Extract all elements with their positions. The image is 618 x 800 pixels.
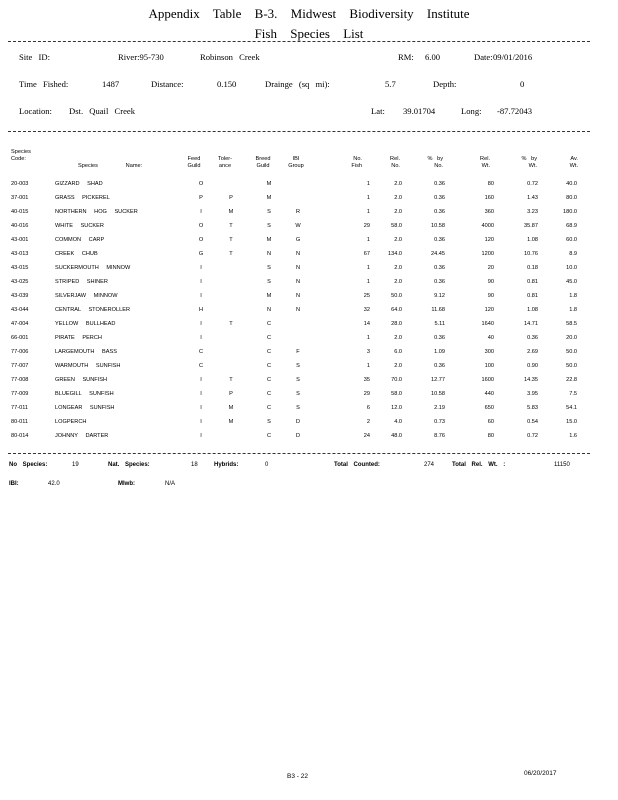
breed-guild: C xyxy=(266,377,272,383)
ibi-group: F xyxy=(296,349,300,355)
species-name: JOHNNY DARTER xyxy=(55,433,109,439)
ibi-group: S xyxy=(296,391,300,397)
ibi-group: D xyxy=(295,419,301,425)
pct-by-no: 0.36 xyxy=(434,279,445,285)
table-row xyxy=(0,321,618,333)
species-code: 47-004 xyxy=(11,321,29,327)
ibi-group: N xyxy=(295,279,301,285)
pct-by-wt: 0.36 xyxy=(527,335,538,341)
hybrids-label: Hybrids: xyxy=(214,462,239,468)
av-wt: 22.8 xyxy=(566,377,577,383)
breed-guild: C xyxy=(266,433,272,439)
miwb-label: MIwb: xyxy=(118,481,135,487)
breed-guild: S xyxy=(267,265,271,271)
species-code: 43-013 xyxy=(11,251,29,257)
feed-guild: P xyxy=(199,195,203,201)
feed-guild: I xyxy=(200,419,202,425)
rel-no: 58.0 xyxy=(391,223,402,229)
table-row xyxy=(0,307,618,319)
site-id-label: Site ID: xyxy=(19,52,50,62)
print-date: 06/20/2017 xyxy=(524,770,557,777)
species-name: WARMOUTH SUNFISH xyxy=(55,363,121,369)
location-value: Dst. Quail Creek xyxy=(69,106,135,116)
no-fish: 1 xyxy=(366,265,370,271)
table-row xyxy=(0,433,618,445)
rel-wt: 300 xyxy=(484,349,494,355)
table-row xyxy=(0,293,618,305)
table-row xyxy=(0,251,618,263)
no-fish: 1 xyxy=(366,279,370,285)
rel-no: 50.0 xyxy=(391,293,402,299)
feed-guild: O xyxy=(198,223,204,229)
species-name: CENTRAL STONEROLLER xyxy=(55,307,131,313)
tolerance: T xyxy=(229,321,233,327)
breed-guild: C xyxy=(266,363,272,369)
total-counted-label: Total Counted: xyxy=(334,462,380,468)
pct-by-no: 1.09 xyxy=(434,349,445,355)
pct-by-no: 24.45 xyxy=(431,251,445,257)
no-fish: 3 xyxy=(366,349,370,355)
rel-wt: 80 xyxy=(487,181,494,187)
rel-no: 58.0 xyxy=(391,391,402,397)
feed-guild: C xyxy=(198,363,204,369)
breed-guild: C xyxy=(266,349,272,355)
col-header-relno: Rel. No. xyxy=(390,156,400,169)
rel-no: 2.0 xyxy=(394,363,402,369)
rel-no: 12.0 xyxy=(391,405,402,411)
rel-wt: 40 xyxy=(487,335,494,341)
ibi-label: IBI: xyxy=(9,481,19,487)
breed-guild: S xyxy=(267,223,271,229)
species-code: 40-015 xyxy=(11,209,29,215)
col-header-pctwt: % by Wt. xyxy=(521,156,537,169)
table-row xyxy=(0,265,618,277)
pct-by-wt: 1.08 xyxy=(527,307,538,313)
no-fish: 29 xyxy=(363,223,370,229)
species-name: LONGEAR SUNFISH xyxy=(55,405,115,411)
drainage-label: Drainge (sq mi): xyxy=(265,79,330,89)
no-fish: 1 xyxy=(366,237,370,243)
av-wt: 40.0 xyxy=(566,181,577,187)
table-row xyxy=(0,377,618,389)
pct-by-no: 12.77 xyxy=(431,377,445,383)
rel-wt: 1200 xyxy=(481,251,494,257)
rel-no: 48.0 xyxy=(391,433,402,439)
feed-guild: H xyxy=(198,307,204,313)
site-info-divider xyxy=(8,131,590,132)
total-rel-wt-value: 11150 xyxy=(554,462,570,468)
av-wt: 10.0 xyxy=(566,265,577,271)
total-rel-wt-label: Total Rel. Wt. : xyxy=(452,462,506,468)
species-code: 77-006 xyxy=(11,349,29,355)
av-wt: 54.1 xyxy=(566,405,577,411)
av-wt: 15.0 xyxy=(566,419,577,425)
pct-by-wt: 1.08 xyxy=(527,237,538,243)
species-name: SUCKERMOUTH MINNOW xyxy=(55,265,131,271)
pct-by-wt: 1.43 xyxy=(527,195,538,201)
av-wt: 1.8 xyxy=(569,307,577,313)
no-fish: 1 xyxy=(366,209,370,215)
rel-no: 2.0 xyxy=(394,279,402,285)
no-species-value: 19 xyxy=(72,462,79,468)
rel-no: 70.0 xyxy=(391,377,402,383)
rel-wt: 80 xyxy=(487,433,494,439)
distance-label: Distance: xyxy=(151,79,184,89)
pct-by-wt: 0.54 xyxy=(527,419,538,425)
rel-wt: 20 xyxy=(487,265,494,271)
col-header-code: Species Code: xyxy=(11,149,31,162)
stream-name: Robinson Creek xyxy=(200,52,260,62)
pct-by-wt: 0.81 xyxy=(527,279,538,285)
report-subtitle: Fish Species List xyxy=(254,26,364,41)
species-name: PIRATE PERCH xyxy=(55,335,102,341)
breed-guild: M xyxy=(266,237,272,243)
tolerance: M xyxy=(228,405,234,411)
tolerance: T xyxy=(229,223,233,229)
nat-species-label: Nat. Species: xyxy=(108,462,150,468)
feed-guild: I xyxy=(200,377,202,383)
rel-no: 2.0 xyxy=(394,335,402,341)
miwb-value: N/A xyxy=(165,481,176,487)
rel-wt: 60 xyxy=(487,419,494,425)
long-label: Long: xyxy=(461,106,482,116)
pct-by-no: 0.36 xyxy=(434,237,445,243)
no-fish: 2 xyxy=(366,419,370,425)
feed-guild: I xyxy=(200,335,202,341)
feed-guild: I xyxy=(200,433,202,439)
rel-wt: 100 xyxy=(484,363,494,369)
table-row xyxy=(0,363,618,375)
breed-guild: C xyxy=(266,391,272,397)
col-header-tolerance: Toler- ance xyxy=(218,156,232,169)
species-code: 77-011 xyxy=(11,405,29,411)
pct-by-wt: 2.69 xyxy=(527,349,538,355)
av-wt: 1.8 xyxy=(569,293,577,299)
tolerance: M xyxy=(228,209,234,215)
pct-by-wt: 3.23 xyxy=(527,209,538,215)
ibi-value: 42.0 xyxy=(48,481,60,487)
breed-guild: N xyxy=(266,251,272,257)
rel-wt: 4000 xyxy=(481,223,494,229)
table-row xyxy=(0,349,618,361)
species-name: CREEK CHUB xyxy=(55,251,98,257)
no-fish: 1 xyxy=(366,335,370,341)
ibi-group: R xyxy=(295,209,301,215)
tolerance: M xyxy=(228,419,234,425)
av-wt: 7.5 xyxy=(569,391,577,397)
feed-guild: I xyxy=(200,321,202,327)
av-wt: 8.9 xyxy=(569,251,577,257)
tolerance: P xyxy=(229,195,233,201)
hybrids-value: 0 xyxy=(265,462,269,468)
rel-no: 2.0 xyxy=(394,265,402,271)
lat-label: Lat: xyxy=(371,106,385,116)
table-row xyxy=(0,391,618,403)
pct-by-wt: 0.18 xyxy=(527,265,538,271)
tolerance: T xyxy=(229,251,233,257)
col-header-name: Species Name: xyxy=(78,163,143,169)
ibi-group: N xyxy=(295,265,301,271)
pct-by-no: 0.73 xyxy=(434,419,445,425)
long-value: -87.72043 xyxy=(497,106,533,116)
rel-wt: 90 xyxy=(487,293,494,299)
species-name: GIZZARD SHAD xyxy=(55,181,103,187)
pct-by-wt: 10.76 xyxy=(524,251,538,257)
tolerance: P xyxy=(229,391,233,397)
page-number: B3 - 22 xyxy=(287,773,308,780)
table-row xyxy=(0,223,618,235)
rel-no: 6.0 xyxy=(394,349,402,355)
rel-wt: 120 xyxy=(484,237,494,243)
pct-by-wt: 0.72 xyxy=(527,433,538,439)
pct-by-no: 0.36 xyxy=(434,335,445,341)
rel-wt: 1640 xyxy=(481,321,494,327)
no-fish: 35 xyxy=(363,377,370,383)
nat-species-value: 18 xyxy=(191,462,198,468)
av-wt: 45.0 xyxy=(566,279,577,285)
col-header-relwt: Rel. Wt. xyxy=(480,156,490,169)
feed-guild: I xyxy=(200,293,202,299)
pct-by-no: 0.36 xyxy=(434,363,445,369)
table-row xyxy=(0,237,618,249)
rel-no: 64.0 xyxy=(391,307,402,313)
species-code: 77-008 xyxy=(11,377,29,383)
feed-guild: I xyxy=(200,209,202,215)
no-fish: 1 xyxy=(366,363,370,369)
time-fished-value: 1487 xyxy=(102,79,120,89)
rel-no: 2.0 xyxy=(394,237,402,243)
no-fish: 1 xyxy=(366,181,370,187)
drainage-value: 5.7 xyxy=(385,79,396,89)
rel-wt: 440 xyxy=(484,391,494,397)
rel-no: 28.0 xyxy=(391,321,402,327)
feed-guild: G xyxy=(198,251,204,257)
species-name: GRASS PICKEREL xyxy=(55,195,110,201)
ibi-group: S xyxy=(296,363,300,369)
av-wt: 68.9 xyxy=(566,223,577,229)
no-fish: 29 xyxy=(363,391,370,397)
av-wt: 1.6 xyxy=(569,433,577,439)
rel-no: 2.0 xyxy=(394,195,402,201)
table-row xyxy=(0,279,618,291)
col-header-pctno: % by No. xyxy=(427,156,443,169)
ibi-group: N xyxy=(295,293,301,299)
species-code: 20-003 xyxy=(11,181,29,187)
species-name: SILVERJAW MINNOW xyxy=(55,293,118,299)
pct-by-no: 0.36 xyxy=(434,195,445,201)
species-name: YELLOW BULLHEAD xyxy=(55,321,116,327)
species-name: LOGPERCH xyxy=(55,419,87,425)
pct-by-no: 10.58 xyxy=(431,223,445,229)
tolerance: T xyxy=(229,237,233,243)
av-wt: 58.5 xyxy=(566,321,577,327)
ibi-group: D xyxy=(295,433,301,439)
total-counted-value: 274 xyxy=(424,462,435,468)
rel-wt: 650 xyxy=(484,405,494,411)
depth-label: Depth: xyxy=(433,79,457,89)
tolerance: T xyxy=(229,377,233,383)
col-header-ibi: IBI Group xyxy=(288,156,304,169)
rm-label: RM: xyxy=(398,52,414,62)
species-code: 43-001 xyxy=(11,237,29,243)
feed-guild: O xyxy=(198,181,204,187)
rel-wt: 160 xyxy=(484,195,494,201)
date-value: 09/01/2016 xyxy=(493,52,533,62)
rel-wt: 90 xyxy=(487,279,494,285)
av-wt: 60.0 xyxy=(566,237,577,243)
rel-no: 4.0 xyxy=(394,419,402,425)
species-code: 43-044 xyxy=(11,307,29,313)
pct-by-wt: 14.35 xyxy=(524,377,538,383)
feed-guild: C xyxy=(198,349,204,355)
table-bottom-divider xyxy=(8,453,590,454)
species-name: LARGEMOUTH BASS xyxy=(55,349,117,355)
no-fish: 6 xyxy=(366,405,370,411)
breed-guild: M xyxy=(266,181,272,187)
pct-by-no: 8.76 xyxy=(434,433,445,439)
table-row xyxy=(0,335,618,347)
pct-by-no: 0.36 xyxy=(434,181,445,187)
table-row xyxy=(0,209,618,221)
no-fish: 24 xyxy=(363,433,370,439)
col-header-fish: No. Fish xyxy=(351,156,362,169)
no-fish: 1 xyxy=(366,195,370,201)
av-wt: 50.0 xyxy=(566,363,577,369)
report-title: Appendix Table B-3. Midwest Biodiversity Institute xyxy=(148,6,470,21)
breed-guild: C xyxy=(266,405,272,411)
ibi-group: S xyxy=(296,377,300,383)
species-code: 77-009 xyxy=(11,391,29,397)
feed-guild: O xyxy=(198,237,204,243)
av-wt: 50.0 xyxy=(566,349,577,355)
pct-by-wt: 14.71 xyxy=(524,321,538,327)
pct-by-wt: 0.81 xyxy=(527,293,538,299)
species-code: 66-001 xyxy=(11,335,29,341)
ibi-group: N xyxy=(295,251,301,257)
pct-by-no: 10.58 xyxy=(431,391,445,397)
species-name: WHITE SUCKER xyxy=(55,223,104,229)
table-row xyxy=(0,181,618,193)
breed-guild: S xyxy=(267,209,271,215)
feed-guild: I xyxy=(200,405,202,411)
av-wt: 80.0 xyxy=(566,195,577,201)
rel-no: 2.0 xyxy=(394,181,402,187)
depth-value: 0 xyxy=(520,79,525,89)
pct-by-no: 0.36 xyxy=(434,209,445,215)
breed-guild: C xyxy=(266,335,272,341)
breed-guild: S xyxy=(267,419,271,425)
species-code: 43-025 xyxy=(11,279,29,285)
pct-by-no: 5.11 xyxy=(434,321,445,327)
breed-guild: N xyxy=(266,307,272,313)
species-name: GREEN SUNFISH xyxy=(55,377,107,383)
table-row xyxy=(0,405,618,417)
species-code: 77-007 xyxy=(11,363,29,369)
no-fish: 14 xyxy=(363,321,370,327)
ibi-group: S xyxy=(296,405,300,411)
species-code: 80-014 xyxy=(11,433,29,439)
lat-value: 39.01704 xyxy=(403,106,436,116)
pct-by-wt: 0.90 xyxy=(527,363,538,369)
breed-guild: M xyxy=(266,195,272,201)
table-row xyxy=(0,195,618,207)
ibi-group: N xyxy=(295,307,301,313)
species-name: BLUEGILL SUNFISH xyxy=(55,391,114,397)
av-wt: 180.0 xyxy=(563,209,577,215)
pct-by-no: 11.68 xyxy=(431,307,445,313)
no-fish: 67 xyxy=(363,251,370,257)
date-label: Date: xyxy=(474,52,493,62)
site-id-value: River:95-730 xyxy=(118,52,164,62)
breed-guild: S xyxy=(267,279,271,285)
rel-no: 2.0 xyxy=(394,209,402,215)
time-fished-label: Time Fished: xyxy=(19,79,69,89)
location-label: Location: xyxy=(19,106,52,116)
pct-by-wt: 0.72 xyxy=(527,181,538,187)
header-divider xyxy=(8,41,590,42)
col-header-breed: Breed Guild xyxy=(255,156,271,169)
no-fish: 25 xyxy=(363,293,370,299)
species-code: 80-011 xyxy=(11,419,29,425)
species-code: 43-039 xyxy=(11,293,29,299)
feed-guild: I xyxy=(200,279,202,285)
no-species-label: No Species: xyxy=(9,462,48,468)
species-code: 43-015 xyxy=(11,265,29,271)
breed-guild: M xyxy=(266,293,272,299)
no-fish: 32 xyxy=(363,307,370,313)
species-name: COMMON CARP xyxy=(55,237,105,243)
av-wt: 20.0 xyxy=(566,335,577,341)
ibi-group: G xyxy=(295,237,301,243)
table-row xyxy=(0,419,618,431)
feed-guild: I xyxy=(200,265,202,271)
species-name: STRIPED SHINER xyxy=(55,279,108,285)
breed-guild: C xyxy=(266,321,272,327)
pct-by-wt: 3.95 xyxy=(527,391,538,397)
pct-by-no: 0.36 xyxy=(434,265,445,271)
species-code: 40-016 xyxy=(11,223,29,229)
rel-wt: 360 xyxy=(484,209,494,215)
pct-by-no: 9.12 xyxy=(434,293,445,299)
feed-guild: I xyxy=(200,391,202,397)
rm-value: 6.00 xyxy=(425,52,441,62)
rel-no: 134.0 xyxy=(388,251,402,257)
rel-wt: 120 xyxy=(484,307,494,313)
species-code: 37-001 xyxy=(11,195,29,201)
distance-value: 0.150 xyxy=(217,79,237,89)
col-header-avwt: Av. Wt. xyxy=(569,156,578,169)
pct-by-no: 2.19 xyxy=(434,405,445,411)
pct-by-wt: 35.87 xyxy=(524,223,538,229)
rel-wt: 1600 xyxy=(481,377,494,383)
col-header-feed: Feed Guild xyxy=(187,156,201,169)
species-name: NORTHERN HOG SUCKER xyxy=(55,209,138,215)
pct-by-wt: 5.83 xyxy=(527,405,538,411)
ibi-group: W xyxy=(295,223,301,229)
